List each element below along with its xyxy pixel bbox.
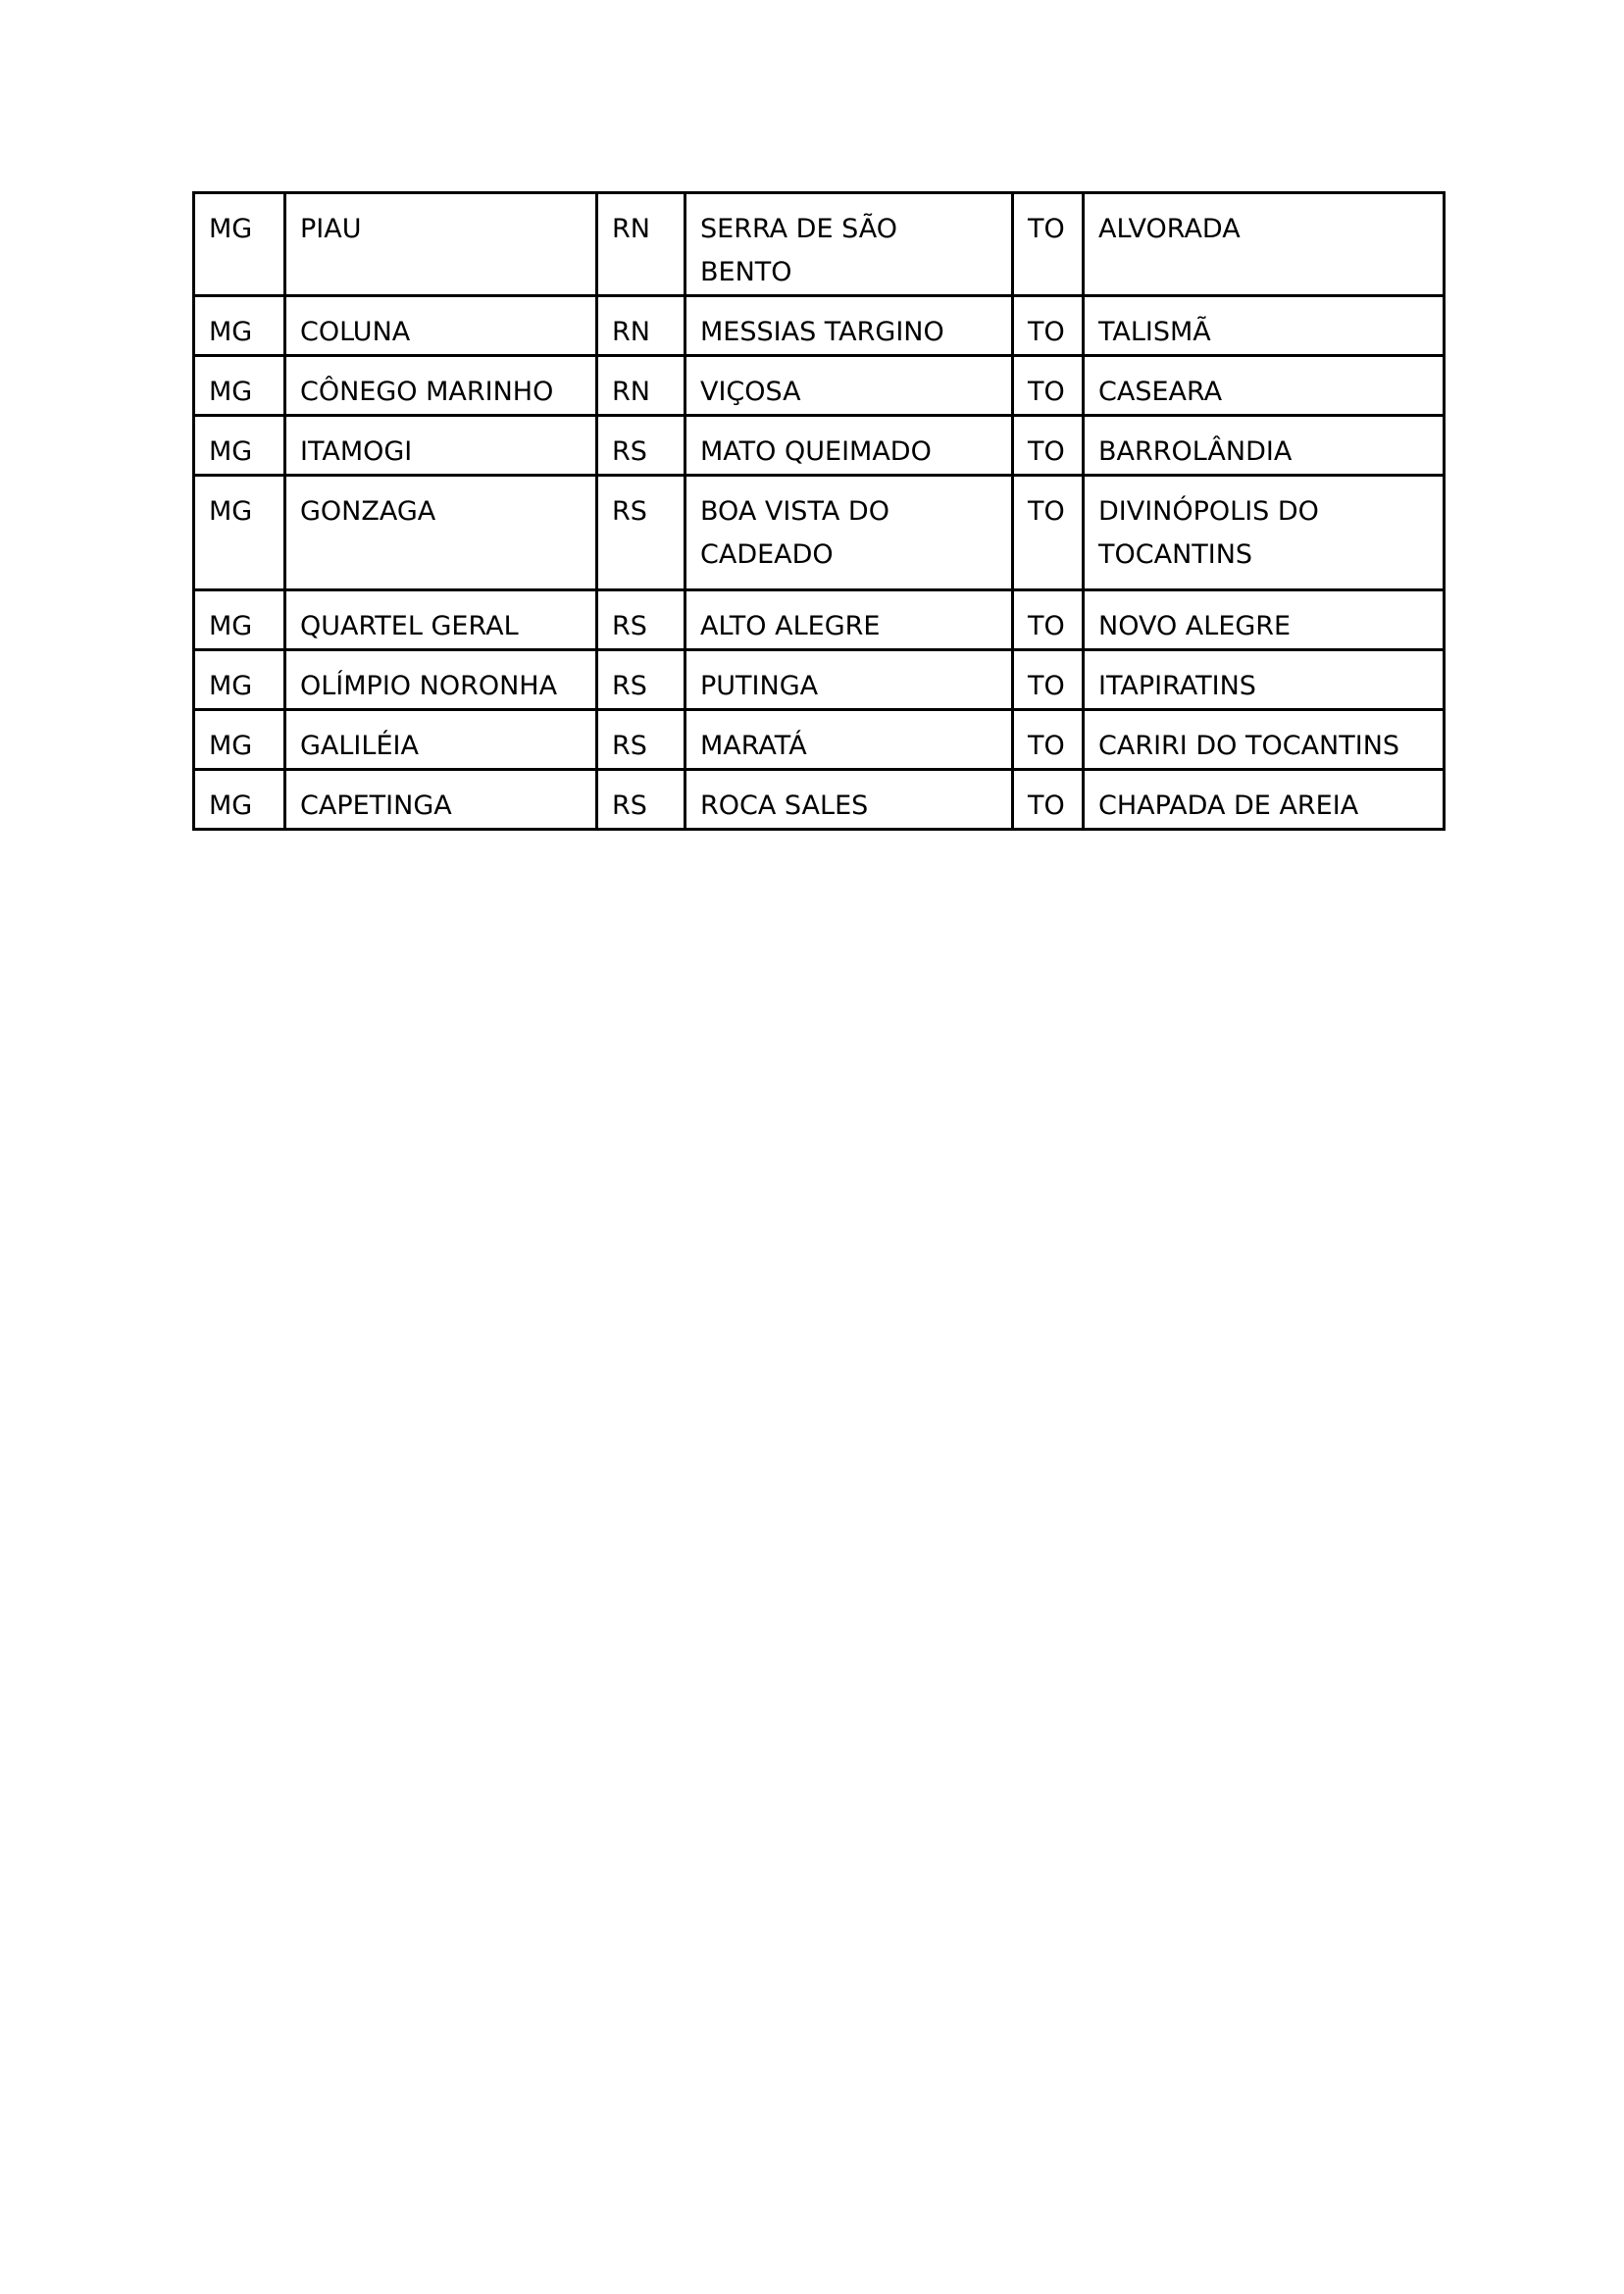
city-cell: CASEARA — [1084, 356, 1445, 416]
state-cell: RS — [597, 416, 685, 476]
table-row — [194, 770, 1445, 830]
city-cell: BARROLÂNDIA — [1084, 416, 1445, 476]
state-cell: TO — [1013, 770, 1084, 830]
city-cell: ITAMOGI — [285, 416, 597, 476]
state-cell: MG — [194, 476, 285, 590]
city-cell: ALVORADA — [1084, 193, 1445, 296]
state-cell: TO — [1013, 193, 1084, 296]
city-cell: BOA VISTA DO CADEADO — [685, 476, 1013, 590]
state-cell: MG — [194, 590, 285, 650]
state-cell: RS — [597, 650, 685, 710]
city-cell: GONZAGA — [285, 476, 597, 590]
state-cell: MG — [194, 710, 285, 770]
city-cell: SERRA DE SÃO BENTO — [685, 193, 1013, 296]
state-cell: RN — [597, 193, 685, 296]
state-cell: TO — [1013, 416, 1084, 476]
table-row — [194, 416, 1445, 476]
city-cell: GALILÉIA — [285, 710, 597, 770]
state-cell: RN — [597, 296, 685, 356]
state-cell: MG — [194, 356, 285, 416]
state-cell: MG — [194, 650, 285, 710]
city-cell: DIVINÓPOLIS DO TOCANTINS — [1084, 476, 1445, 590]
state-cell: RS — [597, 590, 685, 650]
state-cell: RS — [597, 770, 685, 830]
municipality-table — [192, 191, 1446, 831]
city-cell: ALTO ALEGRE — [685, 590, 1013, 650]
city-cell: CARIRI DO TOCANTINS — [1084, 710, 1445, 770]
city-cell: MATO QUEIMADO — [685, 416, 1013, 476]
city-cell: NOVO ALEGRE — [1084, 590, 1445, 650]
state-cell: MG — [194, 296, 285, 356]
state-cell: TO — [1013, 296, 1084, 356]
city-cell: PIAU — [285, 193, 597, 296]
city-cell: CAPETINGA — [285, 770, 597, 830]
table-row — [194, 193, 1445, 296]
table-row — [194, 296, 1445, 356]
city-cell: QUARTEL GERAL — [285, 590, 597, 650]
state-cell: RN — [597, 356, 685, 416]
state-cell: MG — [194, 416, 285, 476]
table-row — [194, 476, 1445, 590]
city-cell: PUTINGA — [685, 650, 1013, 710]
city-cell: CHAPADA DE AREIA — [1084, 770, 1445, 830]
state-cell: MG — [194, 193, 285, 296]
table-row — [194, 590, 1445, 650]
city-cell: VIÇOSA — [685, 356, 1013, 416]
city-cell: MARATÁ — [685, 710, 1013, 770]
table-row — [194, 356, 1445, 416]
state-cell: TO — [1013, 710, 1084, 770]
state-cell: TO — [1013, 650, 1084, 710]
table-row — [194, 650, 1445, 710]
state-cell: RS — [597, 710, 685, 770]
state-cell: TO — [1013, 590, 1084, 650]
table-row — [194, 710, 1445, 770]
state-cell: RS — [597, 476, 685, 590]
city-cell: CÔNEGO MARINHO — [285, 356, 597, 416]
city-cell: ITAPIRATINS — [1084, 650, 1445, 710]
city-cell: OLÍMPIO NORONHA — [285, 650, 597, 710]
state-cell: TO — [1013, 356, 1084, 416]
state-cell: MG — [194, 770, 285, 830]
state-cell: TO — [1013, 476, 1084, 590]
city-cell: TALISMÃ — [1084, 296, 1445, 356]
city-cell: ROCA SALES — [685, 770, 1013, 830]
city-cell: COLUNA — [285, 296, 597, 356]
city-cell: MESSIAS TARGINO — [685, 296, 1013, 356]
